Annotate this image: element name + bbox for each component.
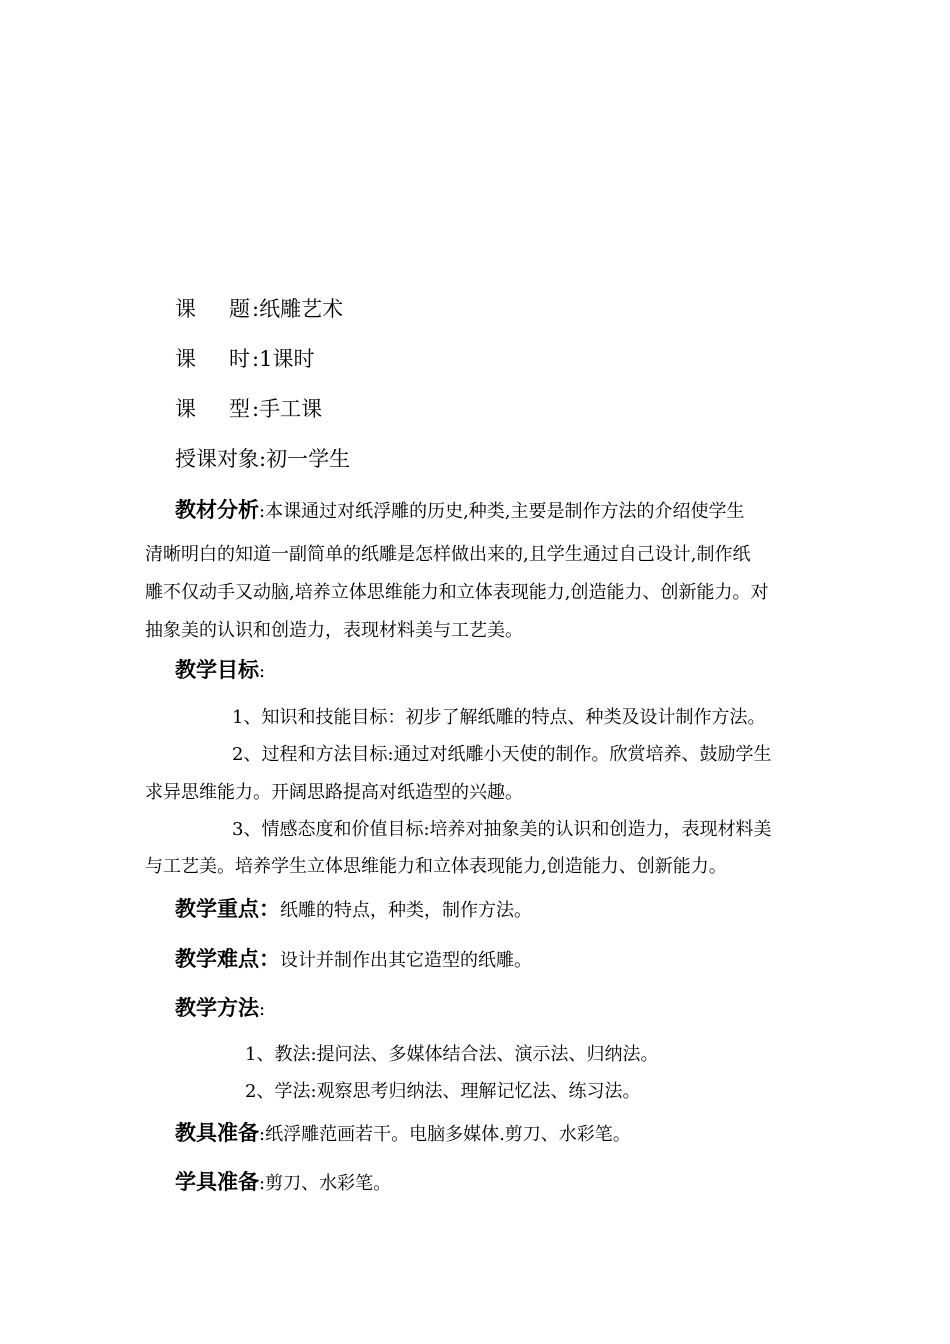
field-duration-label-char1: 课: [175, 347, 196, 371]
analysis-line: 雕不仅动手又动脑,培养立体思维能力和立体表现能力,创造能力、创新能力。对: [145, 582, 769, 603]
methods-separator: :: [259, 999, 266, 1020]
analysis-line: 清晰明白的知道一副简单的纸雕是怎样做出来的,且学生通过自己设计,制作纸: [145, 544, 751, 565]
field-duration-value: [252, 349, 314, 370]
field-type-separator: :: [252, 397, 260, 421]
field-topic-text: 纸雕艺术: [259, 297, 344, 321]
field-topic-value: [252, 299, 343, 320]
objectives-label: 教学目标: [175, 658, 259, 682]
method-item-1: 1、教法:提问法、多媒体结合法、演示法、归纳法。: [245, 1044, 659, 1065]
field-type-text: 手工课: [259, 397, 323, 421]
field-topic-label-char1: 课: [175, 297, 196, 321]
key-points-value: 纸雕的特点，种类，制作方法。: [280, 900, 532, 921]
analysis-text-first: 本课通过对纸浮雕的历史,种类,主要是制作方法的介绍使学生: [265, 501, 745, 522]
objective-item-3: 3、情感态度和价值目标:培养对抽象美的认识和创造力，表现材料美: [232, 819, 772, 840]
student-tools-label: 学具准备: [175, 1170, 259, 1194]
analysis-line: 抽象美的认识和创造力，表现材料美与工艺美。: [145, 620, 523, 641]
difficulties-label: 教学难点：: [175, 947, 280, 971]
difficulties: [175, 949, 532, 970]
field-duration-text: 1课时: [259, 347, 315, 371]
teacher-tools: [175, 1123, 631, 1144]
method-item-2: 2、学法:观察思考归纳法、理解记忆法、练习法。: [245, 1081, 641, 1102]
field-type-label-char1: 课: [175, 397, 196, 421]
objectives-separator: :: [259, 661, 266, 682]
objectives-heading: [175, 660, 265, 681]
analysis-first-line: [175, 500, 745, 521]
student-tools-separator: :: [259, 1173, 266, 1194]
student-tools: [175, 1172, 391, 1193]
student-tools-value: 剪刀、水彩笔。: [265, 1173, 392, 1194]
difficulties-value: 设计并制作出其它造型的纸雕。: [280, 950, 532, 971]
objective-item-2: 2、过程和方法目标:通过对纸雕小天使的制作。欣赏培养、鼓励学生: [232, 744, 772, 765]
methods-label: 教学方法: [175, 996, 259, 1020]
field-audience-value: 初一学生: [266, 447, 351, 471]
key-points-label: 教学重点：: [175, 897, 280, 921]
field-type-label-char2: 型: [229, 397, 250, 421]
objective-item-2-continued: 求异思维能力。开阔思路提高对纸造型的兴趣。: [145, 782, 523, 803]
key-points: [175, 899, 532, 920]
field-audience-separator: :: [259, 447, 267, 471]
field-duration-label-char2: 时: [229, 347, 250, 371]
teacher-tools-label: 教具准备: [175, 1121, 259, 1145]
teacher-tools-separator: :: [259, 1124, 266, 1145]
teacher-tools-value: 纸浮雕范画若干。电脑多媒体.剪刀、水彩笔。: [265, 1124, 631, 1145]
field-audience: [175, 449, 350, 470]
analysis-label: 教材分析: [175, 498, 259, 522]
analysis-separator: :: [259, 501, 266, 522]
methods-heading: [175, 998, 265, 1019]
field-audience-label: 授课对象: [175, 447, 259, 471]
objective-item-3-continued: 与工艺美。培养学生立体思维能力和立体表现能力,创造能力、创新能力。: [145, 856, 727, 877]
field-type-value: [252, 399, 322, 420]
field-topic-label-char2: 题: [229, 297, 250, 321]
objective-item-1: 1、知识和技能目标：初步了解纸雕的特点、种类及设计制作方法。: [232, 707, 766, 728]
field-topic-separator: :: [252, 297, 260, 321]
field-duration-separator: :: [252, 347, 260, 371]
